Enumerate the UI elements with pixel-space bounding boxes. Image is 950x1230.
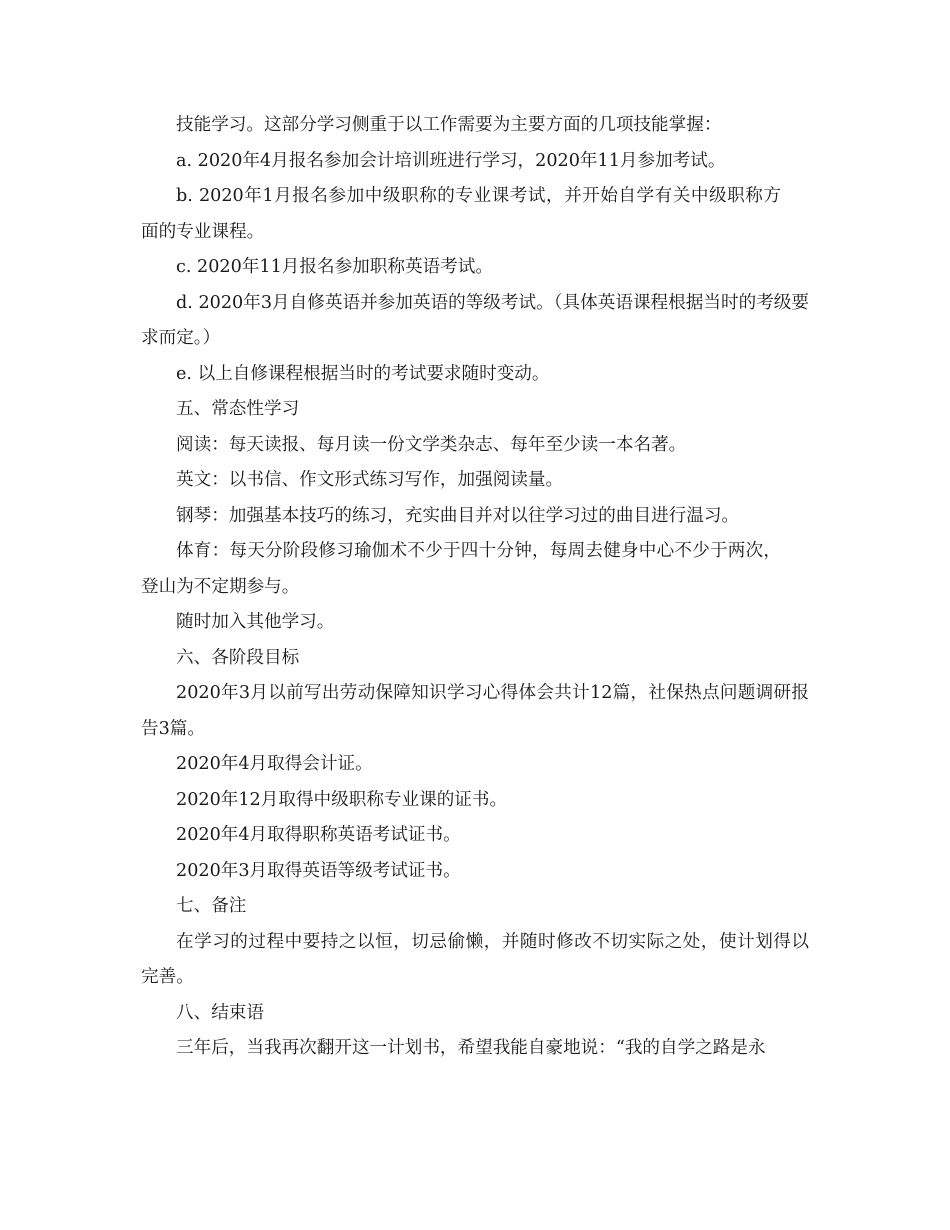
list-item-c: c. 2020年11月报名参加职称英语考试。 (176, 257, 493, 277)
goal-item-4: 2020年4月取得职称英语考试证书。 (176, 825, 461, 845)
list-item-e: e. 以上自修课程根据当时的考试要求随时变动。 (176, 363, 550, 384)
goal-item-3: 2020年12月取得中级职称专业课的证书。 (176, 789, 508, 810)
paragraph-other-study: 随时加入其他学习。 (176, 612, 335, 632)
goal-item-2: 2020年4月取得会计证。 (176, 754, 373, 774)
paragraph-english: 英文：以书信、作文形式练习写作，加强阅读量。 (176, 470, 564, 490)
section-heading-8: 八、结束语 (176, 1002, 264, 1023)
paragraph-notes: 在学习的过程中要持之以恒，切忌偷懒，并随时修改不切实际之处，使计划得以完善。 (141, 931, 809, 987)
goal-item-1: 2020年3月以前写出劳动保障知识学习心得体会共计12篇，社保热点问题调研报告3篇。 (141, 683, 809, 739)
section-heading-6: 六、各阶段目标 (176, 647, 300, 668)
goal-item-5: 2020年3月取得英语等级考试证书。 (176, 860, 461, 881)
paragraph-piano: 钢琴：加强基本技巧的练习，充实曲目并对以往学习过的曲目进行温习。 (176, 505, 740, 526)
section-heading-7: 七、备注 (176, 896, 247, 916)
list-item-d: d. 2020年3月自修英语并参加英语的等级考试。（具体英语课程根据当时的考级要求而定。） (141, 292, 809, 348)
list-item-b: b. 2020年1月报名参加中级职称的专业课考试，并开始自学有关中级职称方面的专业课程。 (141, 186, 781, 242)
section-heading-5: 五、常态性学习 (176, 399, 300, 419)
paragraph-conclusion: 三年后，当我再次翻开这一计划书，希望我能自豪地说：“我的自学之路是永 (176, 1038, 766, 1058)
paragraph-skills-intro: 技能学习。这部分学习侧重于以工作需要为主要方面的几项技能掌握： (176, 115, 722, 135)
paragraph-sports: 体育：每天分阶段修习瑜伽术不少于四十分钟，每周去健身中心不少于两次，登山为不定期参与。 (141, 541, 781, 597)
document-body (141, 108, 809, 1067)
paragraph-reading: 阅读：每天读报、每月读一份文学类杂志、每年至少读一本名著。 (176, 434, 687, 455)
list-item-a: a. 2020年4月报名参加会计培训班进行学习，2020年11月参加考试。 (176, 150, 726, 171)
